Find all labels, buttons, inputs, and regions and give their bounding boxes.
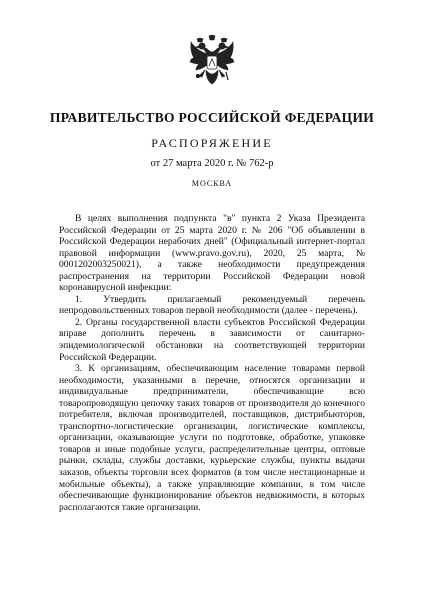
document-date-number: от 27 марта 2020 г. № 762-р xyxy=(150,158,274,169)
coat-of-arms-icon xyxy=(188,34,236,88)
document-type: РАСПОРЯЖЕНИЕ xyxy=(151,136,273,150)
document-body xyxy=(59,213,365,513)
paragraph-3: 3. К организациям, обеспечивающим население товарами первой необходимости, указанными в перечне, относятся организации и индивидуальные предприниматели, обеспечивающие всю товаропроводящую цепочку таких товаров от производителя до конечного потребителя, включая производителей, поставщиков, дистрибьюторов, транспортно-логистические организации, логистические комплексы, организации, оказывающие услуги по подготовке, обработке, упаковке товаров и иные подобные услуги, распределительные центры, оптовые рынки, склады, службы доставки, курьерские службы, пункты выдачи заказов, объекты торговли всех форматов (в том числе нестационарные и мобильные объекты), а также управляющие компании, в том числе обеспечивающие функционирование объектов недвижимости, в которых располагаются такие организации. xyxy=(59,363,365,513)
intro-paragraph: В целях выполнения подпункта "в" пункта 2 Указа Президента Российской Федерации от 25 марта 2020 г. № 206 "Об объявлении в Российской Федерации нерабочих дней" (Официальный интернет-портал правовой информации (www.pravo.gov.ru), 2020, 25 марта, № 0001202003250021), а также необходимости предупреждения распространения на территории Российской Федерации новой коронавирусной инфекции: xyxy=(59,213,365,294)
government-title: ПРАВИТЕЛЬСТВО РОССИЙСКОЙ ФЕДЕРАЦИИ xyxy=(49,110,375,125)
document-city: МОСКВА xyxy=(191,179,233,188)
paragraph-2: 2. Органы государственной власти субъектов Российской Федерации вправе дополнить перечень в зависимости от санитарно-эпидемиологической обстановки на соответствующей территории Российской Федерации. xyxy=(59,316,365,363)
paragraph-1: 1. Утвердить прилагаемый рекомендуемый перечень непродовольственных товаров первой необходимости (далее - перечень). xyxy=(59,293,365,317)
